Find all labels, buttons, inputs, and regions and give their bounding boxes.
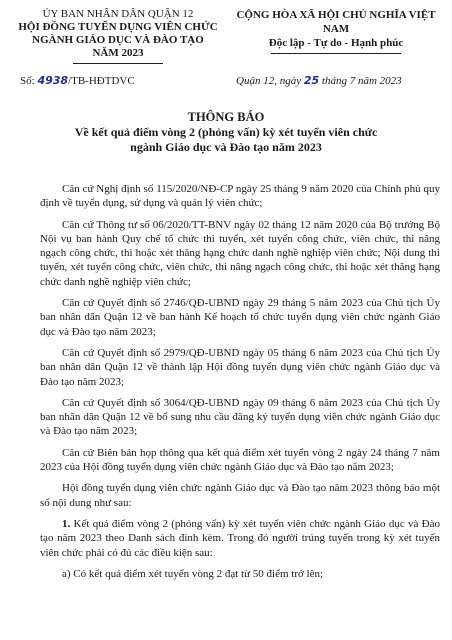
national-motto-header xyxy=(226,8,446,54)
authority-line-4: NĂM 2023 xyxy=(92,47,144,59)
paragraph-legal-basis-4: Căn cứ Quyết định số 2979/QĐ-UBND ngày 05 tháng 6 năm 2023 của Chủ tịch Ủy ban nhân dân Quận 12 về thành lập Hội đồng tuyển dụng viên chức ngành Giáo dục và Đào tạo năm 2023; xyxy=(40,346,440,388)
paragraph-item-1 xyxy=(40,517,440,560)
authority-line-2: HỘI ĐỒNG TUYỂN DỤNG VIÊN CHỨC xyxy=(18,21,218,33)
paragraph-legal-basis-5: Căn cứ Quyết định số 3064/QĐ-UBND ngày 09 tháng 6 năm 2023 của Chủ tịch Ủy ban nhân dân Quận 12 về bổ sung nhu cầu đăng ký tuyển dụng viên chức ngành Giáo dục và Đào tạo năm 2023; xyxy=(40,396,440,438)
motto-underline xyxy=(271,53,401,54)
title-subject-line-2: ngành Giáo dục và Đào tạo năm 2023 xyxy=(130,140,322,154)
item-1-number: 1. xyxy=(62,517,71,530)
issuing-authority-header xyxy=(14,8,222,64)
date-prefix: Quận 12, ngày xyxy=(236,75,302,87)
title-heading: THÔNG BÁO xyxy=(187,110,265,124)
paragraph-item-1a: a) Có kết quả điểm xét tuyển vòng 2 đạt từ 50 điểm trở lên; xyxy=(62,567,324,580)
authority-line-1: ỦY BAN NHÂN DÂN QUẬN 12 xyxy=(42,8,194,20)
date-line xyxy=(236,74,450,87)
document-title xyxy=(0,110,452,155)
doc-number-suffix: /TB-HĐTDVC xyxy=(68,75,135,87)
paragraph-announcement-intro: Hội đồng tuyển dụng viên chức ngành Giáo dục và Đào tạo năm 2023 thông báo một số nội dung như sau: xyxy=(40,482,440,509)
document-body xyxy=(40,182,440,588)
date-handwritten-day: 25 xyxy=(303,74,320,87)
authority-line-3: NGÀNH GIÁO DỤC VÀ ĐÀO TẠO xyxy=(32,34,204,46)
paragraph-legal-basis-1: Căn cứ Nghị định số 115/2020/NĐ-CP ngày 25 tháng 9 năm 2020 của Chính phủ quy định về tuyển dụng, sử dụng và quản lý viên chức; xyxy=(40,183,440,210)
document-number xyxy=(20,74,135,87)
date-suffix: tháng 7 năm 2023 xyxy=(321,75,402,87)
item-1-text: Kết quả điểm vòng 2 (phỏng vấn) kỳ xét tuyển viên chức ngành Giáo dục và Đào tạo năm 2023 theo Danh sách đính kèm. Trong đó người trúng tuyển trong kỳ xét tuyển viên chức phải có đủ các điều kiện sau: xyxy=(40,517,440,559)
paragraph-legal-basis-3: Căn cứ Quyết định số 2746/QĐ-UBND ngày 29 tháng 5 năm 2023 của Chủ tịch Ủy ban nhân dân Quận 12 về ban hành Kế hoạch tổ chức tuyển dụng viên chức ngành Giáo dục và Đào tạo năm 2023; xyxy=(40,297,440,338)
national-motto: Độc lập - Tự do - Hạnh phúc xyxy=(268,37,404,49)
paragraph-legal-basis-6: Căn cứ Biên bản họp thông qua kết quả điểm xét tuyển vòng 2 ngày 24 tháng 7 năm 2023 của Hội đồng tuyển dụng viên chức ngành Giáo dục và Đào tạo năm 2023; xyxy=(40,446,440,474)
doc-number-handwritten: 4938 xyxy=(37,74,69,87)
country-name: CỘNG HÒA XÃ HỘI CHỦ NGHĨA VIỆT NAM xyxy=(236,9,436,35)
title-subject-line-1: Về kết quả điểm vòng 2 (phỏng vấn) kỳ xét tuyển viên chức xyxy=(74,125,378,139)
paragraph-legal-basis-2: Căn cứ Thông tư số 06/2020/TT-BNV ngày 02 tháng 12 năm 2020 của Bộ trưởng Bộ Nội vụ ban hành Quy chế tổ chức thi tuyển, xét tuyển công chức, viên chức, thi nâng ngạch công chức, thi hoặc xét thăng hạng chức danh nghề nghiệp viên chức; Nội dung thi tuyển, xét tuyển công chức, viên chức, thi nâng ngạch công chức, thi hoặc xét thăng hạng chức danh nghề nghiệp viên chức; xyxy=(40,218,440,288)
doc-number-prefix: Số: xyxy=(20,75,35,87)
authority-underline xyxy=(73,63,163,64)
